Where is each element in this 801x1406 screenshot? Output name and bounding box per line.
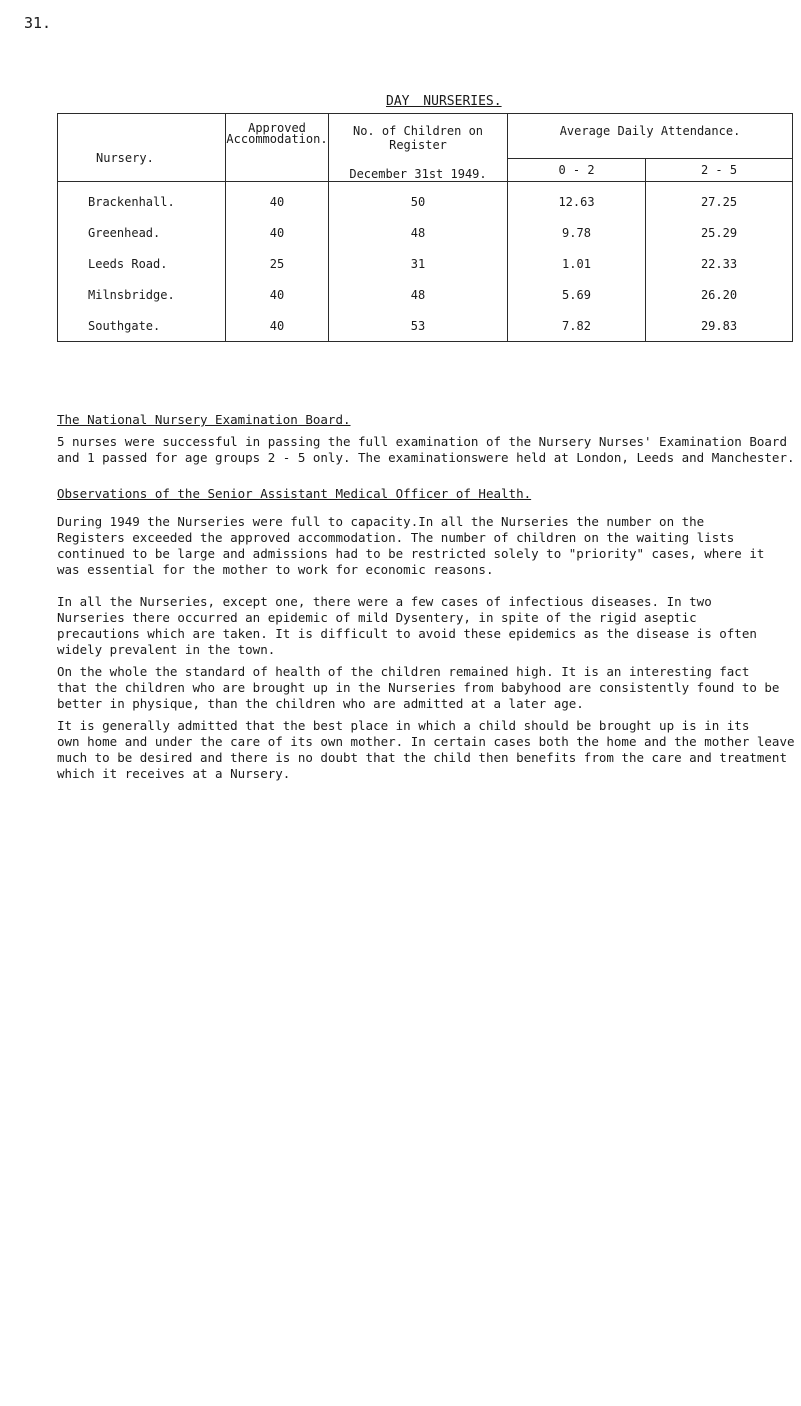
cell-approved: 40: [226, 217, 329, 248]
cell-attendance-2-5: 27.25: [646, 182, 793, 218]
header-register-date: December 31st 1949.: [349, 167, 487, 181]
cell-nursery: Milnsbridge.: [58, 279, 226, 310]
header-register-label: No. of Children on Register: [352, 124, 484, 152]
cell-approved: 40: [226, 310, 329, 342]
cell-attendance-2-5: 26.20: [646, 279, 793, 310]
cell-nursery: Southgate.: [58, 310, 226, 342]
cell-register: 53: [329, 310, 508, 342]
header-age-0-2: 0 - 2: [508, 159, 646, 182]
cell-attendance-2-5: 22.33: [646, 248, 793, 279]
cell-nursery: Greenhead.: [58, 217, 226, 248]
header-nursery: Nursery.: [58, 114, 226, 182]
cell-attendance-0-2: 9.78: [508, 217, 646, 248]
cell-attendance-2-5: 25.29: [646, 217, 793, 248]
cell-nursery: Brackenhall.: [58, 182, 226, 218]
cell-attendance-2-5: 29.83: [646, 310, 793, 342]
header-children-on-register: [329, 114, 508, 182]
cell-attendance-0-2: 12.63: [508, 182, 646, 218]
paragraph-health-standard: On the whole the standard of health of the children remained high. It is an interesting fact that the children who are brought up in the Nurseries from babyhood are consistently found to be better in physique, than the children who are admitted at a later age.: [57, 664, 780, 711]
cell-approved: 25: [226, 248, 329, 279]
table-row: [58, 182, 793, 218]
nursery-table: [57, 113, 793, 342]
header-approved-accommodation: Approved Accommodation.: [226, 114, 329, 182]
cell-register: 48: [329, 217, 508, 248]
cell-attendance-0-2: 5.69: [508, 279, 646, 310]
section-heading-observations: Observations of the Senior Assistant Medical Officer of Health.: [57, 486, 532, 501]
cell-register: 50: [329, 182, 508, 218]
table-row: [58, 279, 793, 310]
cell-attendance-0-2: 1.01: [508, 248, 646, 279]
cell-approved: 40: [226, 182, 329, 218]
cell-nursery: Leeds Road.: [58, 248, 226, 279]
paragraph-capacity: During 1949 the Nurseries were full to capacity.In all the Nurseries the number on the Registers exceeded the approved accommodation. The number of children on the waiting lists continued to be large and admissions had to be restricted solely to "priority" cases, where it was essential for the mother to work for economic reasons.: [57, 514, 765, 577]
header-age-2-5: 2 - 5: [646, 159, 793, 182]
table-row: [58, 248, 793, 279]
page-number: 31.: [24, 14, 52, 32]
page-title: DAY NURSERIES.: [386, 94, 502, 109]
paragraph-examination-results: 5 nurses were successful in passing the full examination of the Nursery Nurses' Examination Board and 1 passed for age groups 2 - 5 only. The examinationswere held at London, Leeds and Manchester.: [57, 434, 795, 465]
header-average-attendance: Average Daily Attendance.: [508, 114, 793, 159]
cell-register: 31: [329, 248, 508, 279]
cell-register: 48: [329, 279, 508, 310]
table-row: [58, 310, 793, 342]
cell-approved: 40: [226, 279, 329, 310]
paragraph-infectious-diseases: In all the Nurseries, except one, there were a few cases of infectious diseases. In two Nurseries there occurred an epidemic of mild Dysentery, in spite of the rigid aseptic precautions which are taken. It is difficult to avoid these epidemics as the disease is often widely prevalent in the town.: [57, 594, 757, 657]
table-row: [58, 217, 793, 248]
paragraph-home-upbringing: It is generally admitted that the best place in which a child should be brought up is in its own home and under the care of its own mother. In certain cases both the home and the mother leave much to be desired and there is no doubt that the child then benefits from the care and treatment which it receives at a Nursery.: [57, 718, 795, 781]
section-heading-examination-board: The National Nursery Examination Board.: [57, 412, 351, 427]
cell-attendance-0-2: 7.82: [508, 310, 646, 342]
